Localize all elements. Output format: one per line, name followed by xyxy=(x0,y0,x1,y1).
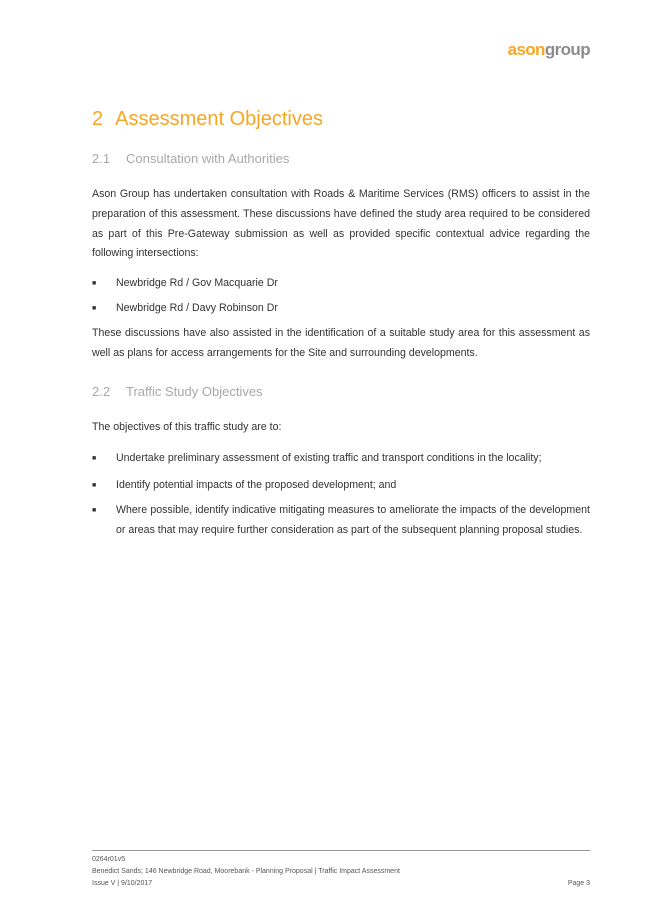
subsection-title: Traffic Study Objectives xyxy=(126,384,263,399)
subsection-heading-objectives xyxy=(92,384,263,400)
page-number: Page 3 xyxy=(567,880,590,887)
list-item xyxy=(92,299,590,319)
logo-text-ason: ason xyxy=(507,40,545,59)
list-item xyxy=(92,449,590,469)
subsection-heading-consultation xyxy=(92,151,289,167)
logo-text-group: group xyxy=(544,40,590,59)
company-logo xyxy=(508,41,590,58)
bullet-marker: ■ xyxy=(92,482,97,489)
section-heading xyxy=(92,107,323,131)
footer-project-title: Benedict Sands; 146 Newbridge Road, Moorebank - Planning Proposal | Traffic Impact Assessment xyxy=(92,868,400,875)
bullet-marker: ■ xyxy=(92,455,97,462)
subsection-number: 2.2 xyxy=(92,384,111,399)
section-number: 2 xyxy=(92,108,104,130)
footer-issue-date: Issue V | 9/10/2017 xyxy=(92,880,153,887)
footer-divider xyxy=(92,850,590,851)
footer-document-ref: 0264r01v5 xyxy=(92,856,126,863)
list-item-text: Undertake preliminary assessment of existing traffic and transport conditions in the locality; xyxy=(116,452,542,464)
list-item-text: Newbridge Rd / Davy Robinson Dr xyxy=(116,302,278,314)
subsection-number: 2.1 xyxy=(92,151,111,166)
list-item-text: Identify potential impacts of the proposed development; and xyxy=(116,479,397,491)
consultation-paragraph: Ason Group has undertaken consultation with Roads & Maritime Services (RMS) officers to assist in the preparation of this assessment. These discussions have defined the study area required to be considered as part of this Pre-Gateway submission as well as provided specific contextual advice regarding the following intersections: xyxy=(92,188,590,260)
subsection-title: Consultation with Authorities xyxy=(126,151,290,166)
objectives-intro-paragraph: The objectives of this traffic study are to: xyxy=(92,421,282,433)
bullet-marker: ■ xyxy=(92,305,97,312)
section-title: Assessment Objectives xyxy=(115,108,323,130)
list-item xyxy=(92,274,590,294)
list-item xyxy=(92,501,590,541)
list-item-text: Where possible, identify indicative mitigating measures to ameliorate the impacts of the development or areas that may require further consideration as part of the subsequent planning proposal studies. xyxy=(116,504,590,536)
list-item-text: Newbridge Rd / Gov Macquarie Dr xyxy=(116,277,278,289)
bullet-marker: ■ xyxy=(92,507,97,514)
study-area-paragraph: These discussions have also assisted in the identification of a suitable study area for this assessment as well as plans for access arrangements for the Site and surrounding developments. xyxy=(92,327,590,359)
list-item xyxy=(92,476,590,496)
bullet-marker: ■ xyxy=(92,280,97,287)
